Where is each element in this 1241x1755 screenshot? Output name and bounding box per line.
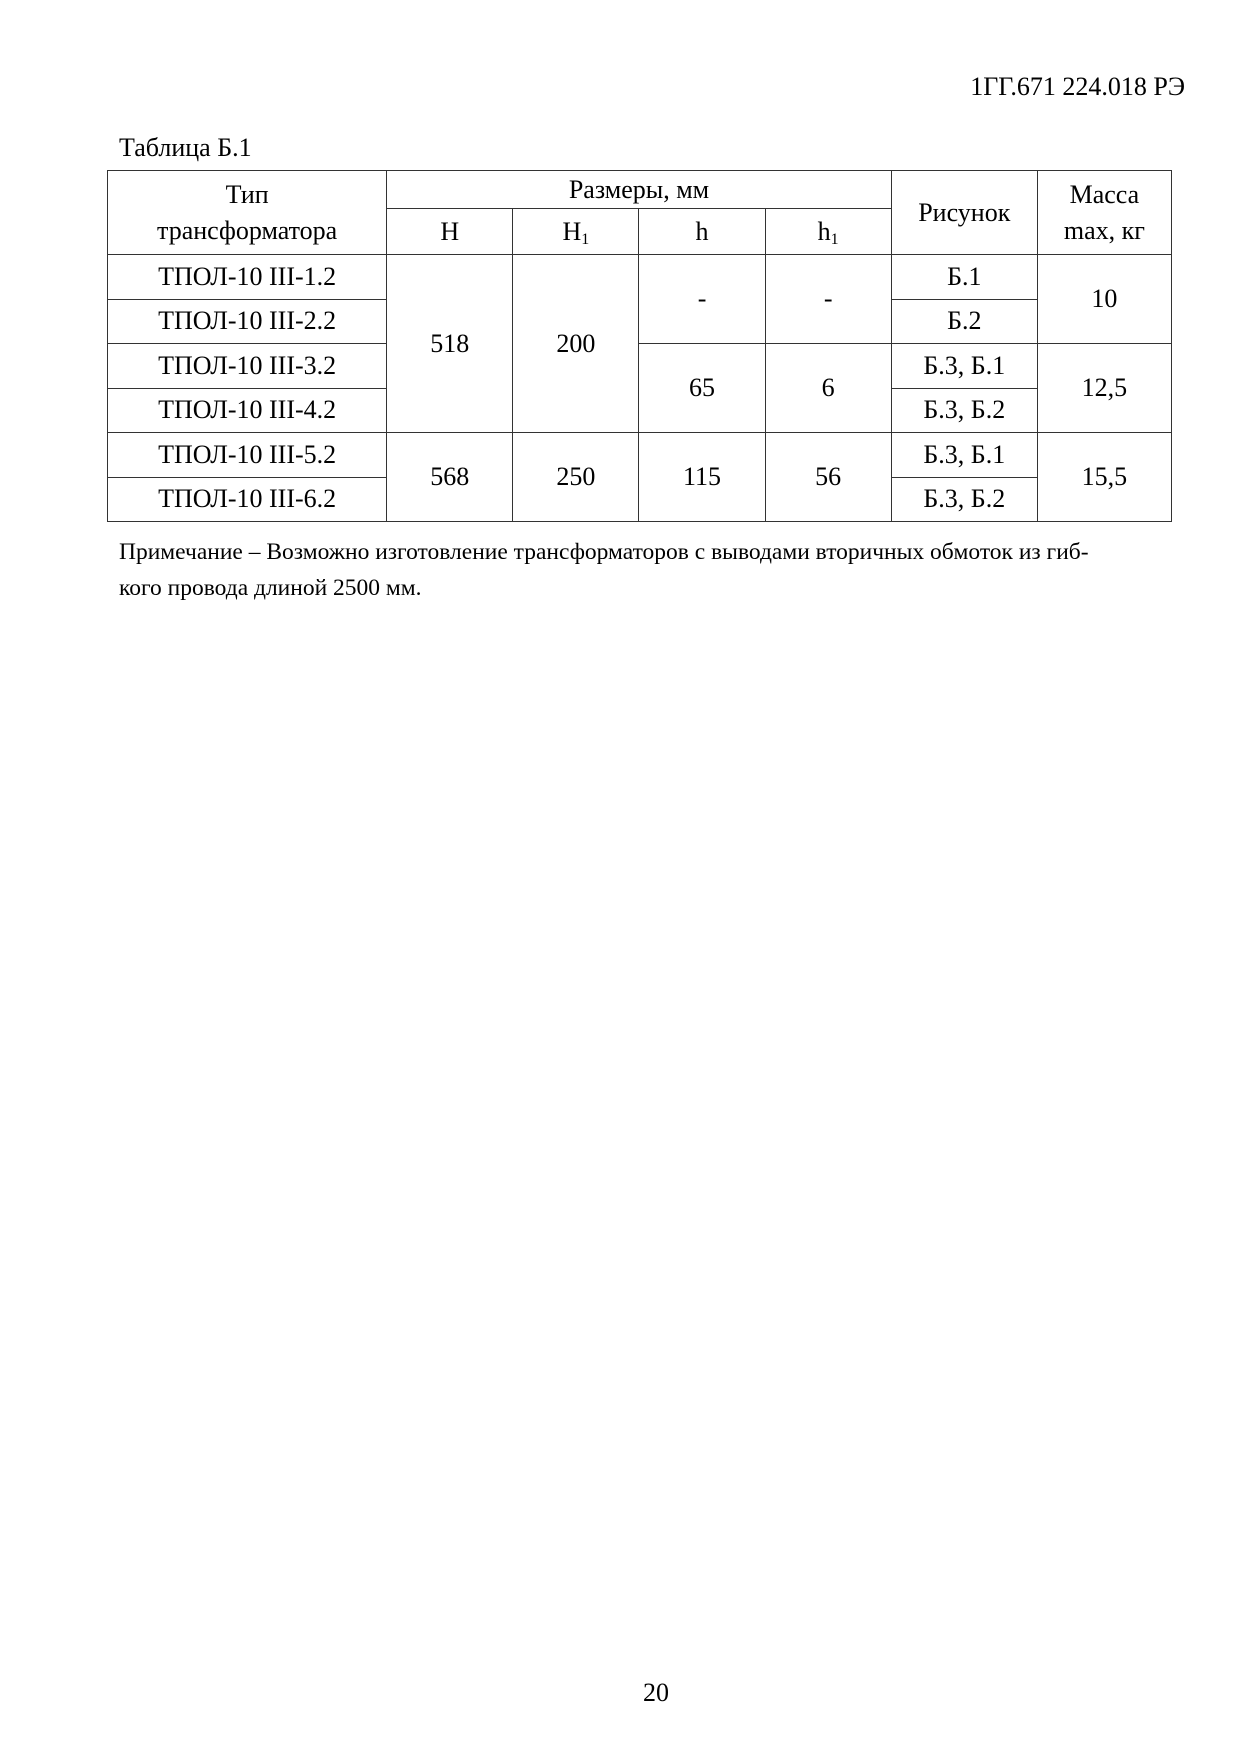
cell-h: 115 — [639, 433, 765, 522]
cell-H: 568 — [387, 433, 513, 522]
cell-mass: 15,5 — [1037, 433, 1171, 522]
table-row — [108, 255, 1172, 300]
cell-H1: 250 — [513, 433, 639, 522]
cell-mass: 12,5 — [1037, 344, 1171, 433]
header-h1-base: h — [817, 216, 831, 246]
header-mass — [1037, 171, 1171, 255]
note-line1: Примечание – Возможно изготовление трансформаторов с выводами вторичных обмоток из гиб- — [119, 539, 1089, 565]
cell-H1: 200 — [513, 255, 639, 433]
cell-figure: Б.3, Б.1 — [891, 344, 1037, 389]
cell-type: ТПОЛ-10 III-6.2 — [108, 477, 387, 522]
cell-figure: Б.3, Б.2 — [891, 477, 1037, 522]
table-note — [119, 534, 1169, 606]
cell-type: ТПОЛ-10 III-2.2 — [108, 299, 387, 344]
header-mass-line2: max, кг — [1063, 215, 1145, 245]
cell-figure: Б.3, Б.1 — [891, 433, 1037, 478]
header-type-line1: Тип — [225, 179, 269, 209]
header-dimensions: Размеры, мм — [387, 171, 891, 209]
cell-H: 518 — [387, 255, 513, 433]
cell-figure: Б.3, Б.2 — [891, 388, 1037, 433]
header-row — [108, 171, 1172, 209]
table-row — [108, 433, 1172, 478]
cell-figure: Б.1 — [891, 255, 1037, 300]
header-H: H — [387, 209, 513, 255]
cell-h1: 56 — [765, 433, 891, 522]
cell-type: ТПОЛ-10 III-5.2 — [108, 433, 387, 478]
table-row — [108, 344, 1172, 389]
header-H1-base: H — [562, 216, 582, 246]
header-figure: Рисунок — [891, 171, 1037, 255]
header-h: h — [639, 209, 765, 255]
cell-type: ТПОЛ-10 III-3.2 — [108, 344, 387, 389]
cell-mass: 10 — [1037, 255, 1171, 344]
cell-type: ТПОЛ-10 III-4.2 — [108, 388, 387, 433]
cell-figure: Б.2 — [891, 299, 1037, 344]
page-number: 20 — [643, 1678, 669, 1707]
cell-h1: 6 — [765, 344, 891, 433]
header-H1 — [513, 209, 639, 255]
document-code: 1ГГ.671 224.018 РЭ — [970, 72, 1185, 101]
cell-h: 65 — [639, 344, 765, 433]
cell-h1: - — [765, 255, 891, 344]
header-h1-subscript: 1 — [830, 230, 839, 248]
header-transformer-type — [108, 171, 387, 255]
transformer-dimensions-table — [107, 170, 1172, 522]
header-H1-subscript: 1 — [581, 230, 590, 248]
note-line2: кого провода длиной 2500 мм. — [119, 575, 422, 601]
header-mass-line1: Масса — [1069, 179, 1140, 209]
cell-h: - — [639, 255, 765, 344]
cell-type: ТПОЛ-10 III-1.2 — [108, 255, 387, 300]
header-h1 — [765, 209, 891, 255]
header-type-line2: трансформатора — [157, 215, 338, 245]
table-caption: Таблица Б.1 — [119, 133, 252, 162]
